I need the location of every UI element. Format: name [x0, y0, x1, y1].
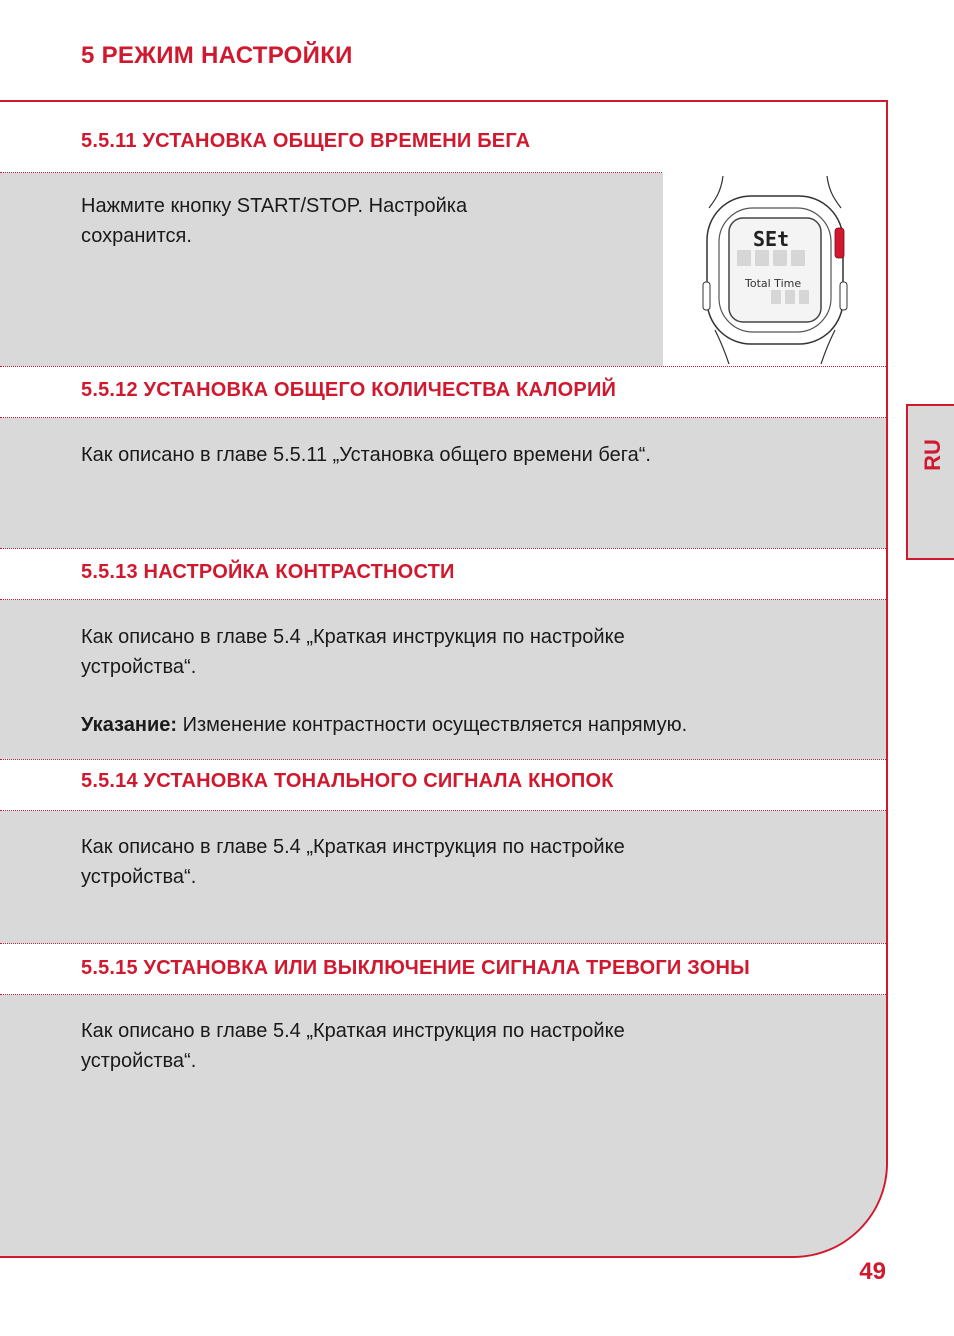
note-line [81, 710, 687, 740]
text-line: сохранится. [81, 225, 192, 247]
section-divider [0, 943, 886, 944]
language-tab [906, 404, 954, 560]
chapter-title: 5 РЕЖИМ НАСТРОЙКИ [81, 42, 353, 69]
language-tab-label: RU [920, 439, 945, 471]
section-heading-5-5-15: 5.5.15 УСТАНОВКА ИЛИ ВЫКЛЮЧЕНИЕ СИГНАЛА ТРЕВОГИ ЗОНЫ [81, 957, 750, 979]
section-divider [0, 366, 886, 367]
text-line: устройства“. [81, 866, 197, 888]
watch-illustration [663, 172, 887, 366]
text-line: Как описано в главе 5.4 „Краткая инструкция по настройке [81, 1020, 625, 1042]
text-line: Как описано в главе 5.5.11 „Установка общего времени бега“. [81, 444, 651, 466]
section-text-5-5-13 [81, 622, 687, 740]
section-heading-5-5-14: 5.5.14 УСТАНОВКА ТОНАЛЬНОГО СИГНАЛА КНОПОК [81, 770, 614, 792]
content-frame [0, 100, 888, 1258]
section-heading-5-5-12: 5.5.12 УСТАНОВКА ОБЩЕГО КОЛИЧЕСТВА КАЛОРИЙ [81, 379, 617, 401]
section-text-5-5-12 [81, 440, 651, 470]
section-text-5-5-11 [81, 191, 467, 251]
page-number: 49 [859, 1258, 886, 1285]
note-label: Указание: [81, 714, 178, 736]
section-heading-5-5-13: 5.5.13 НАСТРОЙКА КОНТРАСТНОСТИ [81, 561, 455, 583]
watch-display-mode: SEt [753, 227, 790, 251]
section-heading-5-5-11: 5.5.11 УСТАНОВКА ОБЩЕГО ВРЕМЕНИ БЕГА [81, 130, 531, 152]
watch-icon [663, 172, 887, 366]
text-line: устройства“. [81, 656, 197, 678]
text-line: Нажмите кнопку START/STOP. Настройка [81, 195, 468, 217]
note-text: Изменение контрастности осуществляется напрямую. [177, 714, 688, 736]
section-text-5-5-15 [81, 1016, 625, 1076]
watch-display-label: Total Time [745, 277, 802, 290]
section-text-5-5-14 [81, 832, 625, 892]
section-body-5-5-12 [0, 418, 886, 548]
text-line: устройства“. [81, 1050, 197, 1072]
section-divider [0, 759, 886, 760]
text-line: Как описано в главе 5.4 „Краткая инструкция по настройке [81, 836, 625, 858]
text-line: Как описано в главе 5.4 „Краткая инструкция по настройке [81, 626, 625, 648]
section-divider [0, 548, 886, 549]
